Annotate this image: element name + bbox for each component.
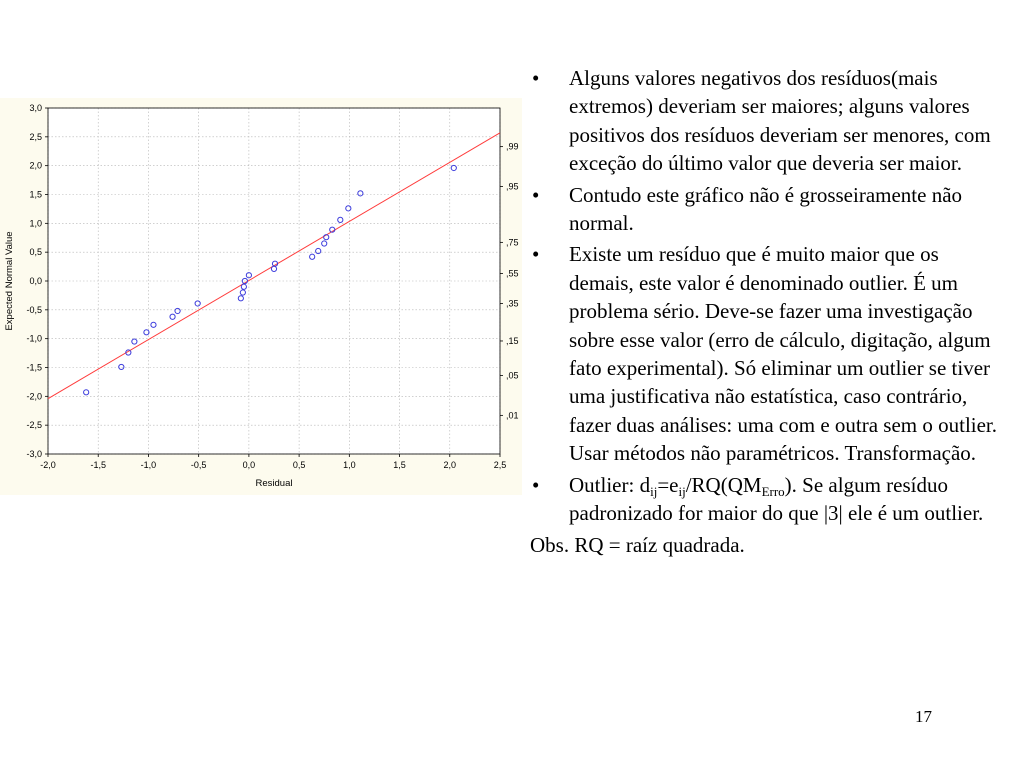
x-tick-label: -1,0 <box>140 460 157 470</box>
y-tick-label: -1,5 <box>26 362 42 373</box>
x-tick-label: 1,0 <box>343 460 356 470</box>
x-axis-title: Residual <box>255 478 293 489</box>
y-tick-label: 2,0 <box>29 160 42 171</box>
right-axis-label: ,95 <box>506 181 519 192</box>
y-tick-label: -3,0 <box>26 449 42 459</box>
x-tick-label: -1,5 <box>90 460 106 470</box>
bullet-list <box>530 64 1000 528</box>
bullet-icon: • <box>532 182 540 207</box>
x-tick-label: 2,0 <box>443 460 457 470</box>
bullet-icon: • <box>532 472 540 497</box>
y-tick-label: 0,0 <box>29 276 42 286</box>
bullet-text: Existe um resíduo que é muito maior que os demais, este valor é denominado outlier. É um problema sério. Deve-se fazer uma investigação sobre esse valor (erro de cálculo, digitação, algum fato experimental). Só eliminar um outlier se tiver uma justificativa não estatística, caso contrário, fazer duas análises: uma com e outra sem o outlier. Usar métodos não paramétricos. Transformação. <box>569 242 998 466</box>
y-tick-label: 0,5 <box>29 247 42 258</box>
bullet-item-outlier <box>530 471 1000 528</box>
normal-probability-plot <box>0 98 522 495</box>
page-number: 17 <box>915 707 932 726</box>
y-tick-label: 2,5 <box>29 131 42 142</box>
y-tick-label: -2,5 <box>26 420 42 431</box>
x-tick-label: -2,0 <box>40 460 56 470</box>
x-tick-label: 0,0 <box>242 460 256 470</box>
obs-note: Obs. RQ = raíz quadrada. <box>530 532 745 557</box>
x-tick-label: 2,5 <box>493 460 507 470</box>
y-tick-label: -1,0 <box>26 333 42 344</box>
bullet-item <box>530 64 1000 178</box>
outlier-formula: Outlier: $d_{ij}=e_{ij}/RQ(QM_{Erro})$. Se algum resíduo padronizado for maior do que |3| ele é um outlier. <box>569 472 984 526</box>
right-axis-label: ,05 <box>506 370 519 381</box>
right-axis-label: ,55 <box>506 268 519 279</box>
x-tick-label: -0,5 <box>190 460 207 470</box>
x-tick-label: 1,5 <box>393 460 406 470</box>
bullet-icon: • <box>532 242 540 267</box>
right-axis-label: ,01 <box>506 410 519 421</box>
y-tick-label: 1,5 <box>29 189 42 200</box>
bullet-text: Alguns valores negativos dos resíduos(mais extremos) deveriam ser maiores; alguns valores positivos dos resíduos deveriam ser menores, com exceção do último valor que deveria ser maior. <box>569 66 991 176</box>
y-tick-label: -2,0 <box>26 391 42 402</box>
bullet-icon: • <box>532 66 540 90</box>
x-tick-label: 0,5 <box>292 460 306 470</box>
y-tick-label: -0,5 <box>26 304 42 315</box>
bullet-item <box>530 181 1000 238</box>
chart-svg <box>0 98 522 495</box>
bullet-text: Contudo este gráfico não é grosseiramente não normal. <box>569 182 963 236</box>
right-axis-label: ,35 <box>506 298 519 309</box>
y-tick-label: 1,0 <box>29 218 42 229</box>
right-axis-label: ,75 <box>506 237 519 248</box>
right-axis-label: ,15 <box>506 335 519 346</box>
y-axis-title: Expected Normal Value <box>4 231 15 331</box>
bullet-item <box>530 240 1000 467</box>
right-axis-label: ,99 <box>506 141 519 152</box>
text-panel <box>530 64 1000 559</box>
y-tick-label: 3,0 <box>29 103 42 113</box>
